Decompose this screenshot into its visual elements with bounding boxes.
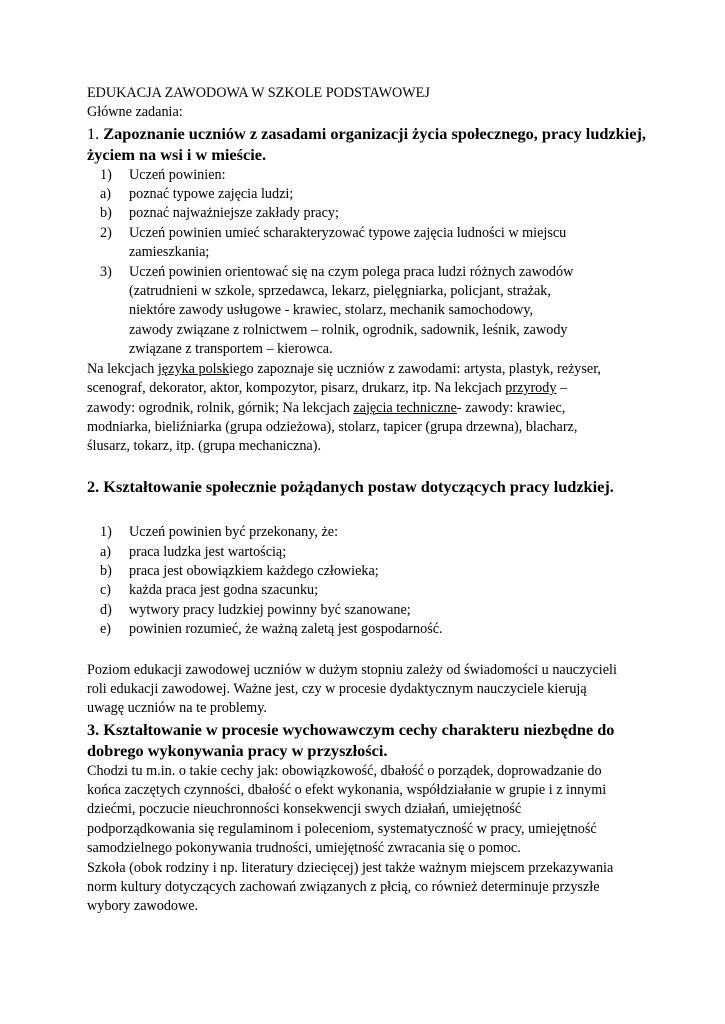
list-item: [87, 224, 647, 243]
list-item-text: Uczeń powinien być przekonany, że:: [129, 524, 339, 541]
list-marker: 1): [100, 524, 112, 541]
list-item-text: Uczeń powinien orientować się na czym polega praca ludzi różnych zawodów: [129, 263, 574, 280]
list-item-continuation: (zatrudnieni w szkole, sprzedawca, lekarz, pielęgniarka, policjant, strażak,: [129, 283, 551, 300]
list-marker: b): [100, 205, 112, 222]
list-item: [87, 204, 647, 223]
list-marker: b): [100, 562, 112, 579]
section-1-heading: [87, 123, 647, 144]
list-item-text: praca ludzka jest wartością;: [129, 543, 287, 560]
underlined-text: zajęcia techniczne: [353, 399, 457, 416]
document-body: [87, 84, 647, 917]
list-item-text: praca jest obowiązkiem każdego człowieka;: [129, 562, 379, 579]
list-item-text: poznać najważniejsze zakłady pracy;: [129, 205, 339, 222]
paragraph-line: ślusarz, tokarz, itp. (grupa mechaniczna).: [87, 438, 321, 455]
list-item-text: Uczeń powinien umieć scharakteryzować typowe zajęcia ludności w miejscu: [129, 224, 567, 241]
paragraph-line: modniarka, bieliźniarka (grupa odzieżowa), stolarz, tapicer (grupa drzewna), blacharz,: [87, 418, 578, 435]
list-item-continuation: związane z transportem – kierowca.: [129, 341, 333, 358]
paragraph-line: Chodzi tu m.in. o takie cechy jak: obowiązkowość, dbałość o porządek, doprowadzanie do: [87, 762, 602, 779]
text-run: iego zapoznaje się uczniów z zawodami: artysta, plastyk, reżyser,: [229, 360, 601, 377]
list-item-text: poznać typowe zajęcia ludzi;: [129, 186, 294, 203]
list-item-continuation: zamieszkania;: [129, 244, 210, 261]
section-2-heading: 2. Kształtowanie społecznie pożądanych postaw dotyczących pracy ludzkiej.: [87, 476, 614, 496]
list-item: [87, 185, 647, 204]
section-1-heading-line1: Zapoznanie uczniów z zasadami organizacji życia społecznego, pracy ludzkiej,: [103, 123, 646, 143]
text-run: –: [556, 380, 568, 397]
paragraph-line: samodzielnego pokonywania trudności, umiejętność zwracania się o pomoc.: [87, 840, 521, 857]
paragraph-line: podporządkowania się regulaminom i poleceniom, systematyczność w pracy, umiejętność: [87, 820, 597, 837]
list-item-continuation: niektóre zawody usługowe - krawiec, stolarz, mechanik samochodowy,: [129, 302, 534, 319]
document-title: EDUKACJA ZAWODOWA W SZKOLE PODSTAWOWEJ: [87, 85, 430, 101]
list-marker: a): [100, 543, 112, 560]
section-3-heading-line2: dobrego wykonywania pracy w przyszłości.: [87, 741, 388, 761]
section-3-heading-line1: 3. Kształtowanie w procesie wychowawczym cechy charakteru niezbędne do: [87, 719, 615, 739]
list-marker: c): [100, 582, 112, 599]
text-run: scenograf, dekorator, aktor, kompozytor, pisarz, drukarz, itp. Na lekcjach: [87, 380, 506, 397]
list-item-text: Uczeń powinien:: [129, 166, 226, 183]
list-item-text: każda praca jest godna szacunku;: [129, 582, 319, 599]
list-marker: 1): [100, 166, 112, 183]
list-item: [87, 543, 647, 562]
list-item: [87, 601, 647, 620]
list-marker: e): [100, 621, 112, 638]
list-marker: 2): [100, 224, 112, 241]
list-marker: d): [100, 601, 112, 618]
text-run: Na lekcjach: [87, 360, 158, 377]
list-item-text: wytwory pracy ludzkiej powinny być szanowane;: [129, 601, 411, 618]
paragraph-line: norm kultury dotyczących zachowań związanych z płcią, co również determinuje przyszłe: [87, 879, 600, 896]
list-item: [87, 523, 647, 542]
paragraph-line: wybory zawodowe.: [87, 898, 199, 915]
list-item: [87, 562, 647, 581]
list-item: [87, 581, 647, 600]
list-item: [87, 166, 647, 185]
paragraph-line: roli edukacji zawodowej. Ważne jest, czy w procesie dydaktycznym nauczyciele kierują: [87, 680, 587, 697]
list-item: [87, 263, 647, 282]
list-marker: 3): [100, 263, 112, 280]
paragraph-line: [87, 360, 647, 379]
text-run: zawody: ogrodnik, rolnik, górnik; Na lekcjach: [87, 399, 354, 416]
list-item: [87, 620, 647, 639]
section-1-number: 1.: [87, 123, 100, 143]
paragraph-line: uwagę uczniów na te problemy.: [87, 700, 267, 717]
section-1-heading-line2: życiem na wsi i w mieście.: [87, 145, 267, 165]
paragraph-line: [87, 379, 647, 398]
paragraph-line: Szkoła (obok rodziny i np. literatury dziecięcej) jest także ważnym miejscem przekazywania: [87, 859, 614, 876]
document-subtitle: Główne zadania:: [87, 104, 183, 121]
list-item-continuation: zawody związane z rolnictwem – rolnik, ogrodnik, sadownik, leśnik, zawody: [129, 321, 568, 338]
paragraph-line: dziećmi, poczucie nieuchronności konsekwencji swych działań, umiejętność: [87, 801, 522, 818]
paragraph-line: Poziom edukacji zawodowej uczniów w dużym stopniu zależy od świadomości u nauczycieli: [87, 661, 617, 678]
paragraph-line: końca zaczętych czynności, dbałość o efekt wykonania, współdziałanie w grupie i z innymi: [87, 782, 607, 798]
underlined-text: języka polsk: [157, 360, 230, 377]
text-run: - zawody: krawiec,: [456, 399, 566, 416]
list-marker: a): [100, 186, 112, 203]
list-item-text: powinien rozumieć, że ważną zaletą jest gospodarność.: [129, 621, 443, 638]
paragraph-line: [87, 399, 647, 418]
underlined-text: przyrody: [505, 380, 557, 397]
